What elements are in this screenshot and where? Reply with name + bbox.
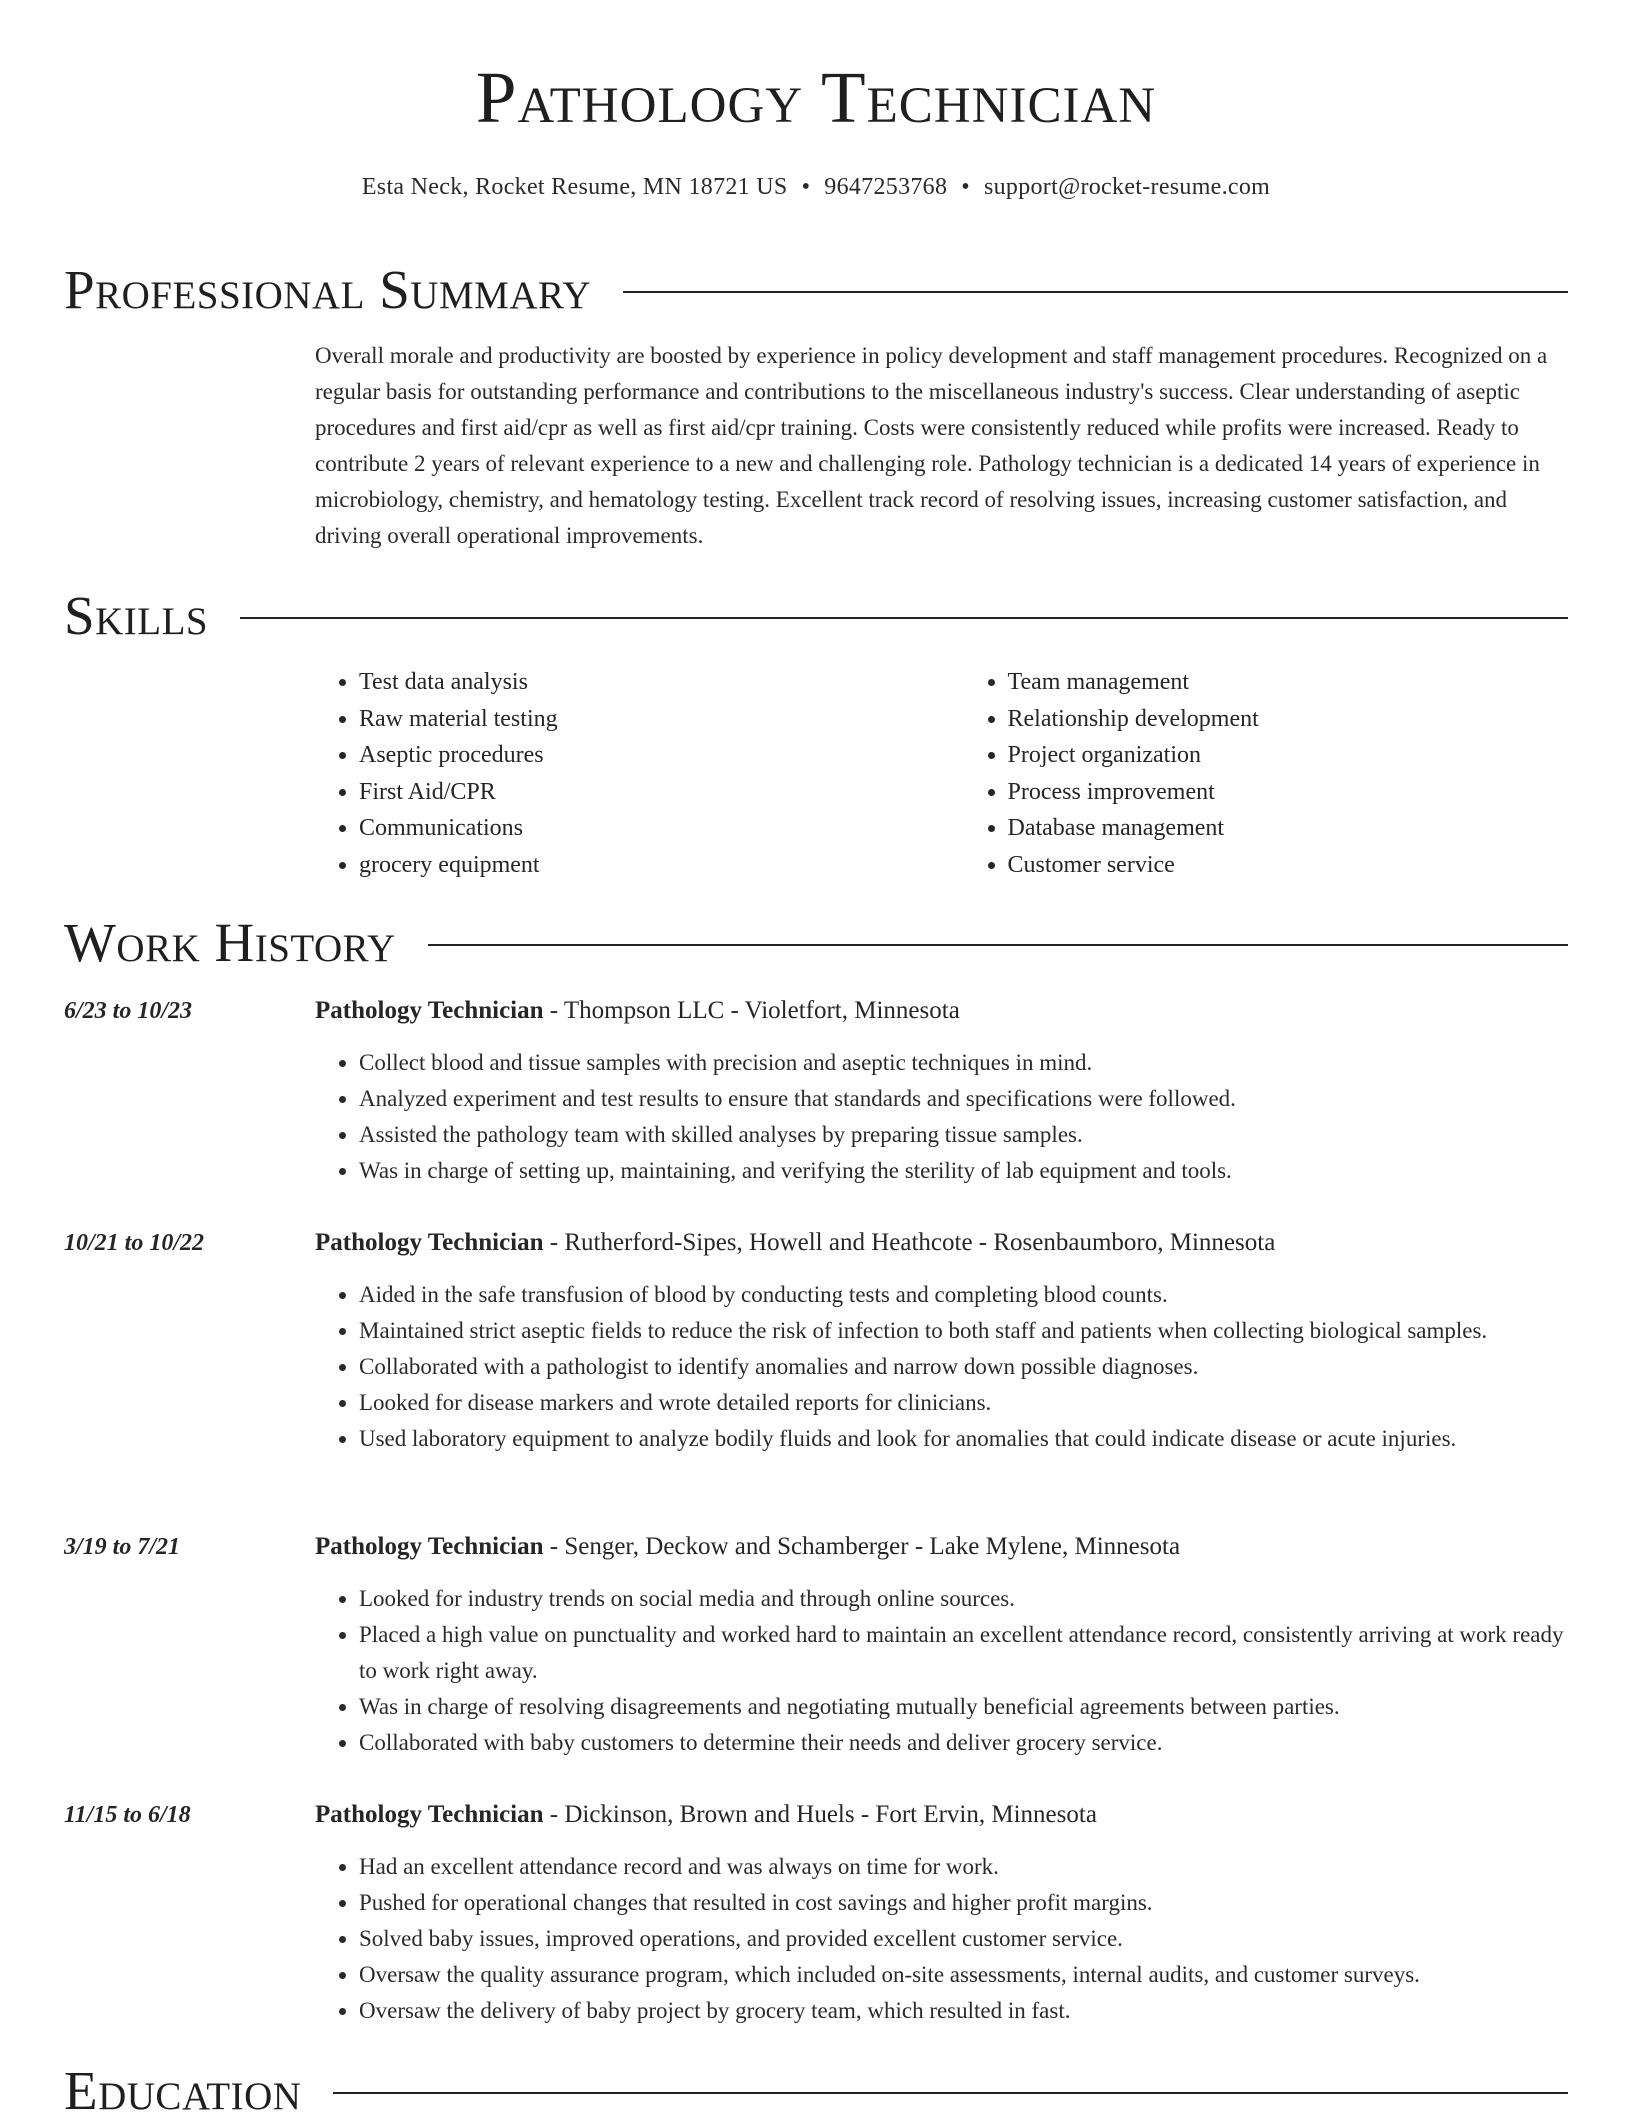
contact-address: Esta Neck, Rocket Resume, MN 18721 US	[361, 174, 788, 200]
work-section-header	[64, 912, 1568, 973]
job-bullet: • Looked for industry trends on social media and through online sources.	[359, 1581, 1568, 1617]
job-employer: - Dickinson, Brown and Huels - Fort Ervin, Minnesota	[543, 1801, 1097, 1828]
job-employer: - Senger, Deckow and Schamberger - Lake Mylene, Minnesota	[543, 1533, 1181, 1560]
job-bullets	[315, 1581, 1568, 1761]
skill-item: • Customer service	[1008, 847, 1569, 884]
job-role: Pathology Technician	[315, 1533, 544, 1560]
job-title-line	[315, 1529, 1180, 1565]
job-bullet: • Maintained strict aseptic fields to reduce the risk of infection to both staff and patients when collecting biological samples.	[359, 1313, 1568, 1349]
separator-dot: •	[801, 174, 811, 200]
job-bullet: • Collaborated with a pathologist to identify anomalies and narrow down possible diagnoses.	[359, 1349, 1568, 1385]
job-title-line	[315, 1225, 1275, 1261]
job-bullet: • Aided in the safe transfusion of blood by conducting tests and completing blood counts.	[359, 1277, 1568, 1313]
education-section-header	[64, 2060, 1568, 2121]
job-role: Pathology Technician	[315, 1229, 544, 1256]
skill-item: • Relationship development	[1008, 701, 1569, 738]
job-bullet: • Assisted the pathology team with skilled analyses by preparing tissue samples.	[359, 1117, 1568, 1153]
job-bullet: • Had an excellent attendance record and was always on time for work.	[359, 1849, 1568, 1885]
section-divider	[333, 2092, 1568, 2094]
job-bullet: • Analyzed experiment and test results to ensure that standards and specifications were followed.	[359, 1081, 1568, 1117]
job-bullet: • Was in charge of resolving disagreements and negotiating mutually beneficial agreements between parties.	[359, 1689, 1568, 1725]
skills-column-right	[964, 664, 1569, 883]
job-employer: - Thompson LLC - Violetfort, Minnesota	[543, 997, 960, 1024]
contact-phone: 9647253768	[824, 174, 948, 200]
job-bullet: • Used laboratory equipment to analyze bodily fluids and look for anomalies that could indicate disease or acute injuries.	[359, 1421, 1568, 1457]
skill-item: • Aseptic procedures	[359, 737, 920, 774]
skill-item: • Raw material testing	[359, 701, 920, 738]
job-bullet: • Oversaw the delivery of baby project by grocery team, which resulted in fast.	[359, 1993, 1568, 2029]
summary-text: Overall morale and productivity are boosted by experience in policy development and staff management procedures. Recognized on a regular basis for outstanding performance and contributions to the miscellaneous industry's success. Clear understanding of aseptic procedures and first aid/cpr as well as first aid/cpr training. Costs were consistently reduced while profits were increased. Ready to contribute 2 years of relevant experience to a new and challenging role. Pathology technician is a dedicated 14 years of experience in microbiology, chemistry, and hematology testing. Excellent track record of resolving issues, increasing customer satisfaction, and driving overall operational improvements.	[315, 343, 1548, 548]
skill-item: • Test data analysis	[359, 664, 920, 701]
job-bullet: • Collaborated with baby customers to determine their needs and deliver grocery service.	[359, 1725, 1568, 1761]
skill-item: • Process improvement	[1008, 774, 1569, 811]
skill-item: • Communications	[359, 810, 920, 847]
skill-item: • grocery equipment	[359, 847, 920, 884]
job-bullet: • Collect blood and tissue samples with precision and aseptic techniques in mind.	[359, 1045, 1568, 1081]
summary-section-header	[64, 259, 1568, 320]
job-title-line	[315, 993, 960, 1029]
job-employer: - Rutherford-Sipes, Howell and Heathcote - Rosenbaumboro, Minnesota	[543, 1229, 1276, 1256]
skills-heading: Skills	[64, 585, 209, 646]
skill-item: • Project organization	[1008, 737, 1569, 774]
job-dates: 10/21 to 10/22	[64, 1230, 205, 1256]
section-divider	[428, 944, 1568, 946]
job-dates: 11/15 to 6/18	[64, 1802, 191, 1828]
contact-email: support@rocket-resume.com	[983, 174, 1271, 200]
job-bullet: • Placed a high value on punctuality and worked hard to maintain an excellent attendance record, consistently arriving at work ready to work right away.	[359, 1617, 1568, 1689]
resume-title: Pathology Technician	[475, 57, 1157, 138]
job-bullets	[315, 1277, 1568, 1457]
skills-section-header	[64, 585, 1568, 646]
skills-column-left	[315, 664, 920, 883]
section-divider	[240, 617, 1568, 619]
skill-item: • First Aid/CPR	[359, 774, 920, 811]
job-bullet: • Looked for disease markers and wrote detailed reports for clinicians.	[359, 1385, 1568, 1421]
job-bullets	[315, 1849, 1568, 2029]
skill-item: • Team management	[1008, 664, 1569, 701]
work-heading: Work History	[64, 912, 396, 973]
job-bullet: • Oversaw the quality assurance program, which included on-site assessments, internal audits, and customer surveys.	[359, 1957, 1568, 1993]
education-heading: Education	[64, 2060, 302, 2121]
job-bullet: • Pushed for operational changes that resulted in cost savings and higher profit margins.	[359, 1885, 1568, 1921]
summary-heading: Professional Summary	[64, 259, 592, 320]
job-role: Pathology Technician	[315, 997, 544, 1024]
job-dates: 3/19 to 7/21	[64, 1534, 181, 1560]
job-role: Pathology Technician	[315, 1801, 544, 1828]
section-divider	[623, 291, 1568, 293]
job-dates: 6/23 to 10/23	[64, 998, 193, 1024]
separator-dot: •	[961, 174, 970, 200]
job-bullets	[315, 1045, 1568, 1189]
job-bullet: • Was in charge of setting up, maintaining, and verifying the sterility of lab equipment and tools.	[359, 1153, 1568, 1189]
job-title-line	[315, 1797, 1097, 1833]
skill-item: • Database management	[1008, 810, 1569, 847]
skills-list	[315, 664, 1568, 883]
contact-line	[64, 174, 1568, 201]
job-bullet: • Solved baby issues, improved operations, and provided excellent customer service.	[359, 1921, 1568, 1957]
